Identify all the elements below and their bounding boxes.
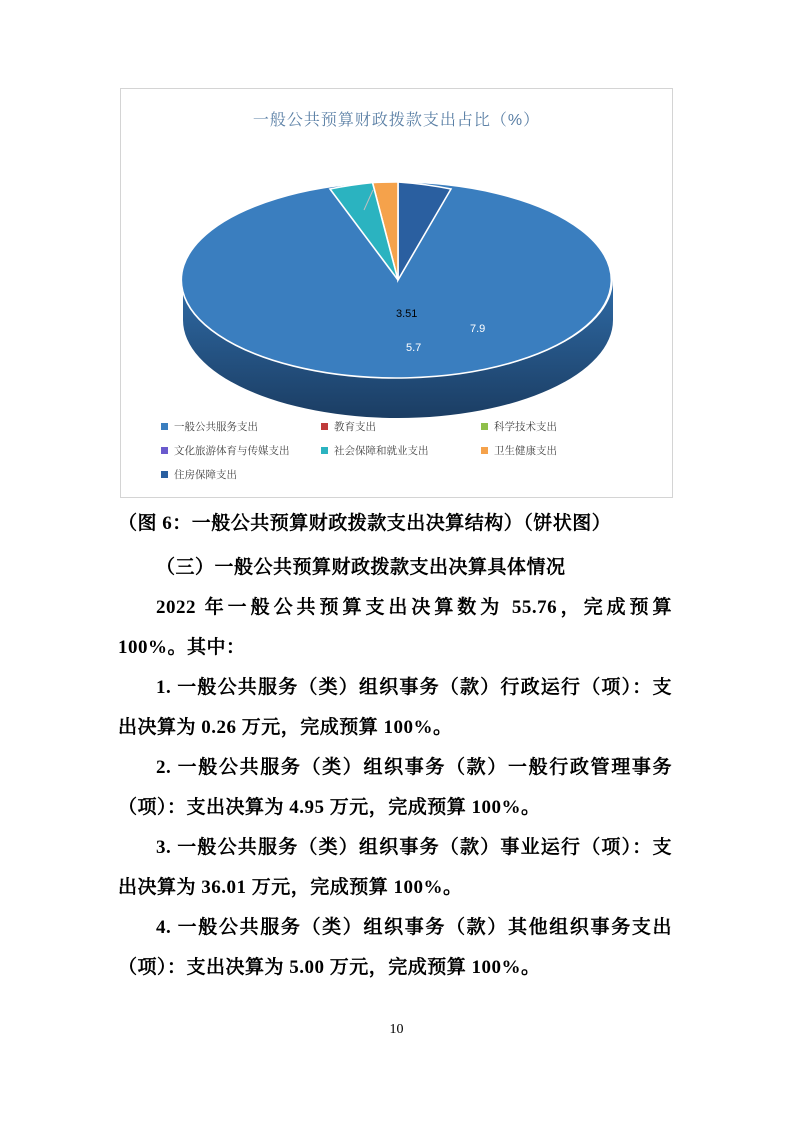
legend-label: 住房保障支出 xyxy=(174,469,237,481)
legend-swatch-icon xyxy=(321,447,328,454)
legend-item[interactable] xyxy=(321,419,481,434)
chart-legend xyxy=(161,419,641,491)
chart-title: 一般公共预算财政拨款支出占比（%） xyxy=(252,112,541,129)
legend-item[interactable] xyxy=(161,467,321,482)
pie-chart-svg xyxy=(121,130,674,420)
legend-swatch-icon xyxy=(481,423,488,430)
legend-swatch-icon xyxy=(321,423,328,430)
paragraph-3: 2. 一般公共服务（类）组织事务（款）一般行政管理事务（项）：支出决算为 4.95 万元，完成预算 100%。 xyxy=(118,757,672,818)
paragraph-5: 4. 一般公共服务（类）组织事务（款）其他组织事务支出（项）：支出决算为 5.00 万元，完成预算 100%。 xyxy=(118,917,672,978)
figure-caption: （图 6：一般公共预算财政拨款支出决算结构）（饼状图） xyxy=(118,513,612,534)
section-heading: （三）一般公共预算财政拨款支出决算具体情况 xyxy=(156,557,566,578)
paragraph-2: 1. 一般公共服务（类）组织事务（款）行政运行（项）：支出决算为 0.26 万元，完成预算 100%。 xyxy=(118,677,672,738)
legend-swatch-icon xyxy=(161,447,168,454)
legend-item[interactable] xyxy=(161,419,321,434)
paragraph-1: 2022 年一般公共预算支出决算数为 55.76，完成预算 100%。其中： xyxy=(118,597,672,658)
pie-value-label-general-public-service: 82.89 xyxy=(569,440,597,452)
legend-swatch-icon xyxy=(161,471,168,478)
legend-label: 科学技术支出 xyxy=(494,421,557,433)
paragraph-4: 3. 一般公共服务（类）组织事务（款）事业运行（项）：支出决算为 36.01 万元，完成预算 100%。 xyxy=(118,837,672,898)
page-number: 10 xyxy=(389,1022,404,1037)
pie-chart-figure xyxy=(120,88,673,498)
pie-value-label-housing: 7.9 xyxy=(470,323,486,335)
legend-label: 卫生健康支出 xyxy=(494,445,557,457)
legend-item[interactable] xyxy=(481,443,641,458)
legend-swatch-icon xyxy=(481,447,488,454)
legend-label: 教育支出 xyxy=(334,421,376,433)
legend-label: 社会保障和就业支出 xyxy=(334,445,429,457)
legend-item[interactable] xyxy=(161,443,321,458)
pie-value-label-social-security: 5.7 xyxy=(406,342,422,354)
legend-label: 文化旅游体育与传媒支出 xyxy=(174,445,290,457)
legend-label: 一般公共服务支出 xyxy=(174,421,258,433)
legend-swatch-icon xyxy=(161,423,168,430)
legend-item[interactable] xyxy=(321,443,481,458)
legend-item[interactable] xyxy=(481,419,641,434)
pie-value-label-health: 3.51 xyxy=(396,308,418,320)
